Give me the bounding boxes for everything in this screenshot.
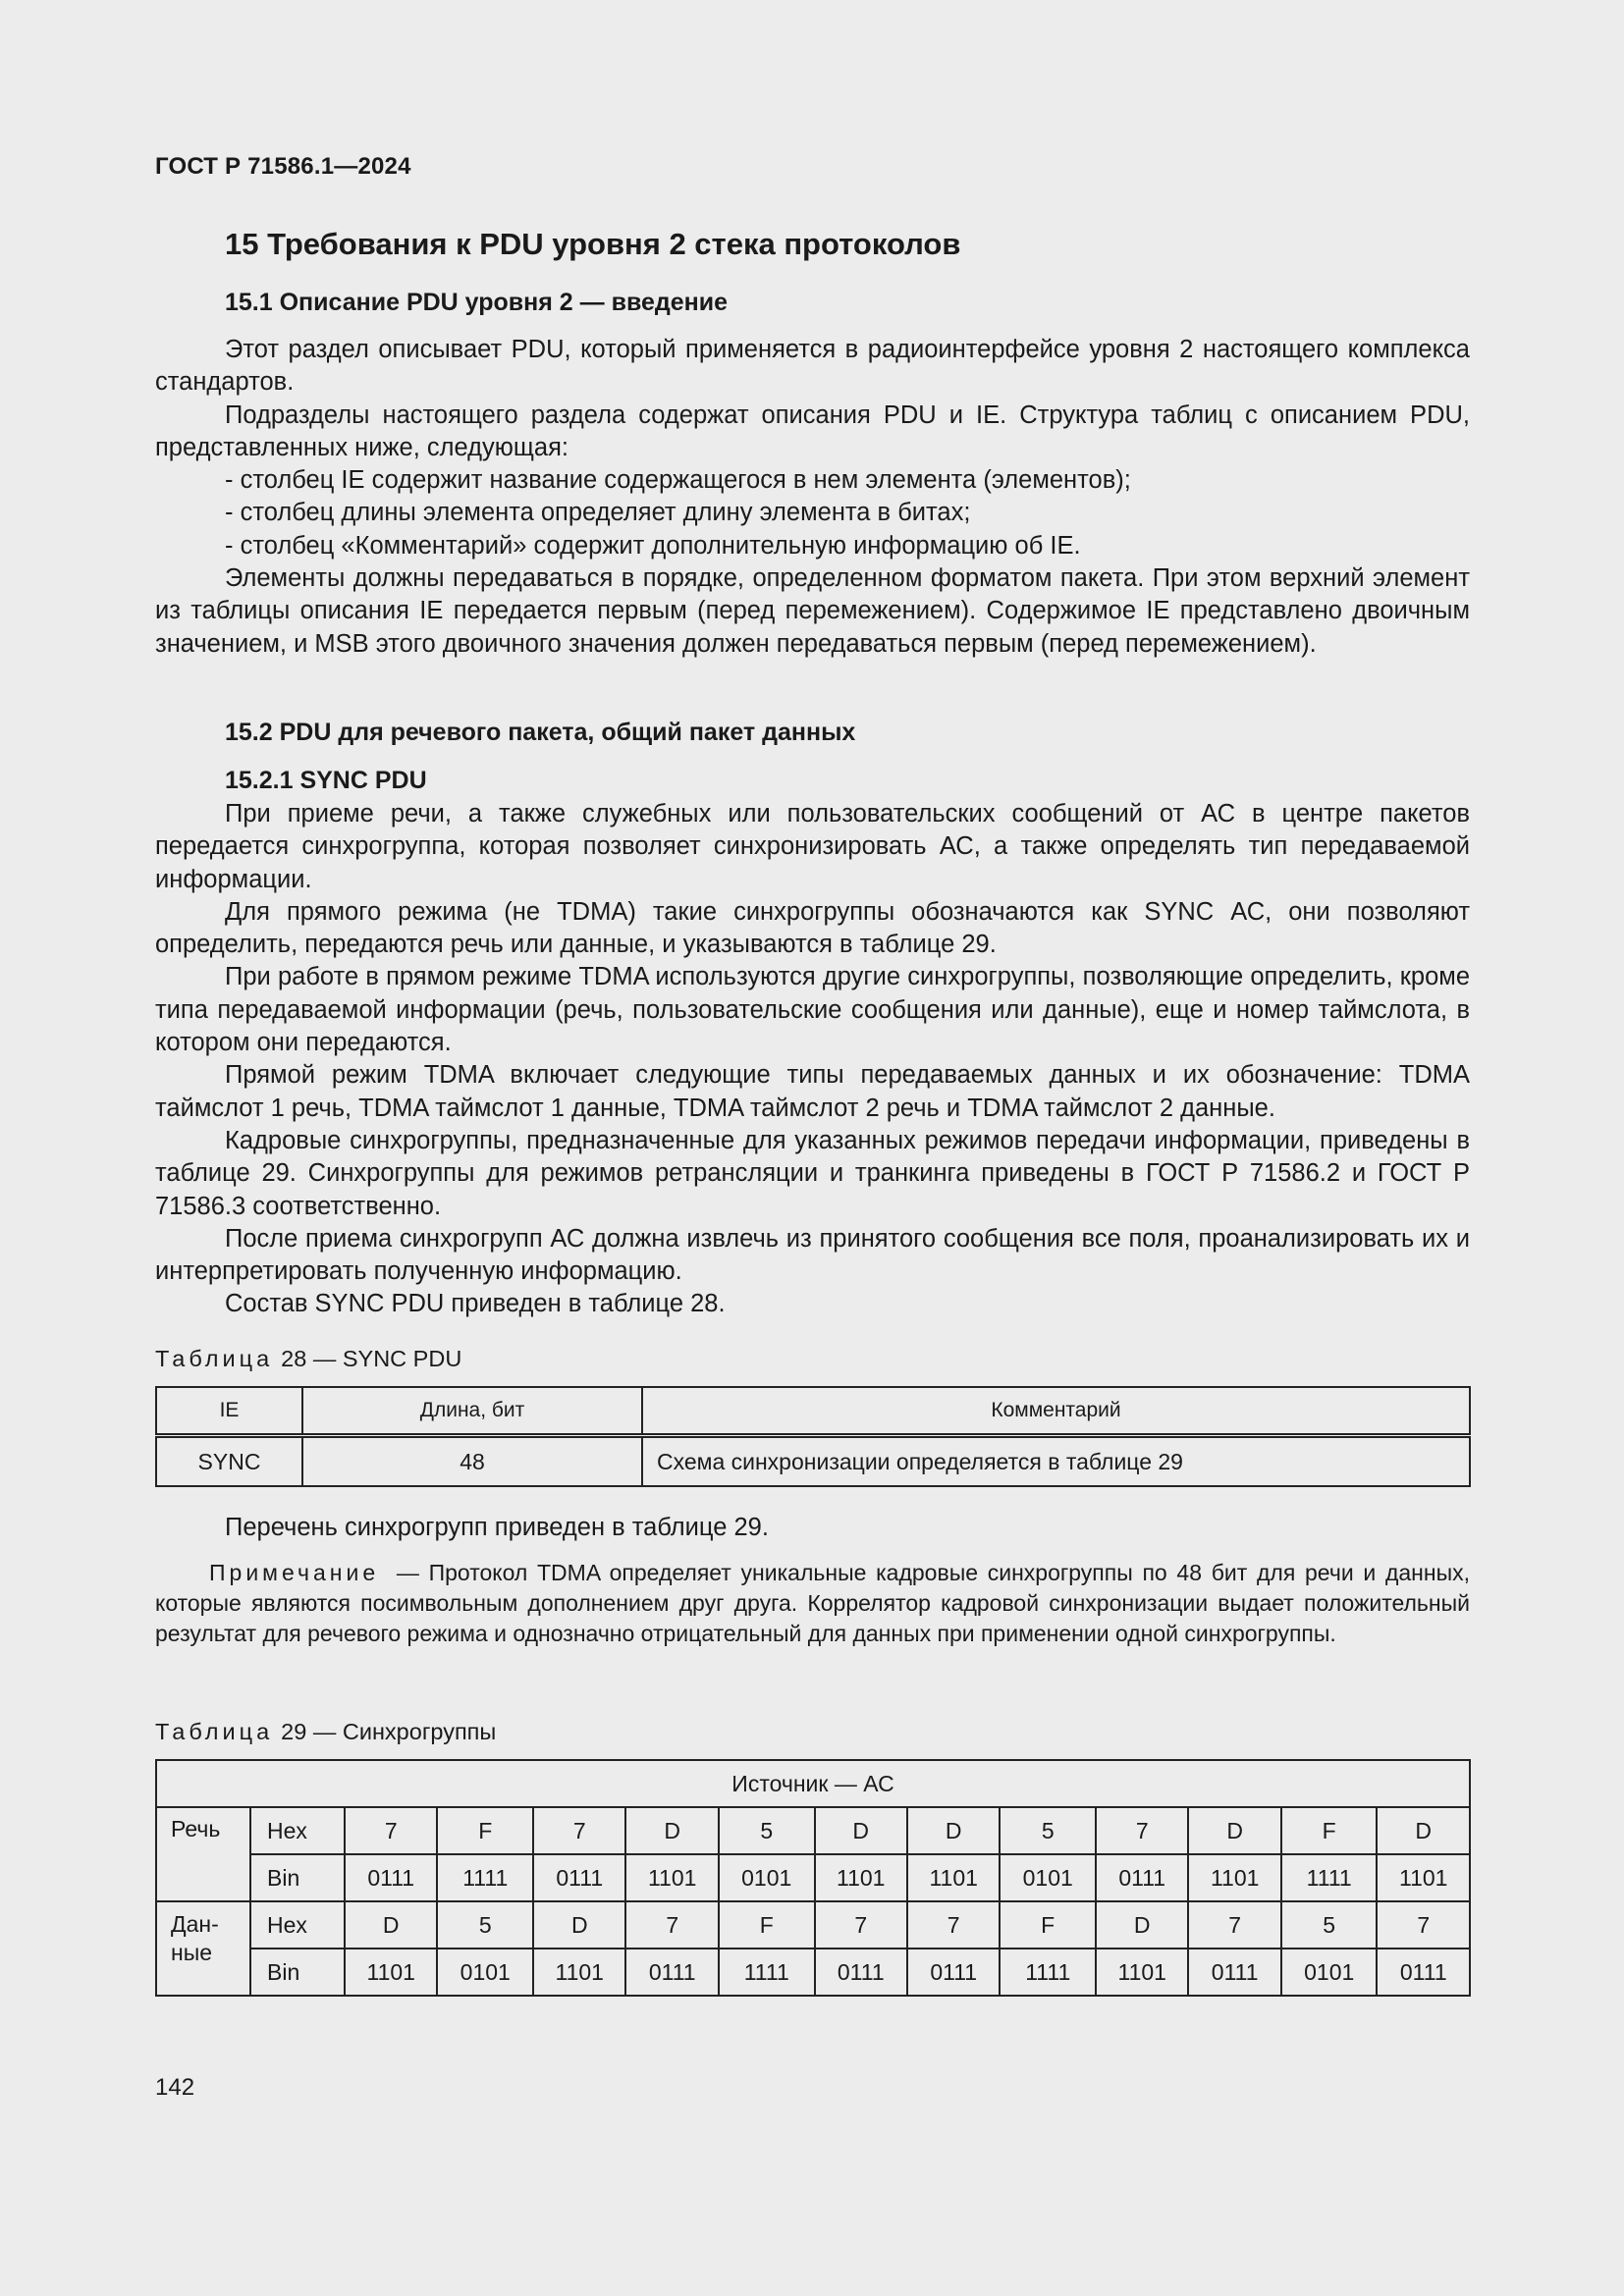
table-cell: 7 — [1188, 1901, 1280, 1949]
table-header-source: Источник — АС — [156, 1760, 1470, 1807]
note — [155, 1558, 1470, 1649]
table-cell: 5 — [719, 1807, 815, 1854]
table-cell: 1111 — [437, 1854, 533, 1901]
table-caption-text: 29 — Синхрогруппы — [281, 1719, 497, 1744]
table-cell: 48 — [302, 1436, 642, 1487]
paragraph: Прямой режим TDMA включает следующие типы передаваемых данных и их обозначение: TDMA таймслот 1 речь, TDMA таймслот 1 данные, TDMA таймслот 2 речь и TDMA таймслот 2 данные. — [155, 1061, 1470, 1122]
table-cell: 1101 — [625, 1854, 718, 1901]
paragraph: Элементы должны передаваться в порядке, определенном форматом пакета. При этом верхний элемент из таблицы описания IE передается первым (перед перемежением). Содержимое IE представлено двоичным значением, и MSB этого двоичного значения должен передаваться первым (перед перемежением). — [155, 564, 1470, 658]
table-cell: 0111 — [1377, 1949, 1470, 1996]
table-row — [156, 1807, 1470, 1854]
list-item: - столбец длины элемента определяет длину элемента в битах; — [225, 499, 971, 527]
table-cell: F — [1281, 1807, 1378, 1854]
subsection-15-2-title: 15.2 PDU для речевого пакета, общий пакет данных — [225, 719, 856, 746]
paragraph: Подразделы настоящего раздела содержат описания PDU и IE. Структура таблиц с описанием PDU, представленных ниже, следующая: — [155, 400, 1470, 461]
table-cell: 1101 — [1377, 1854, 1470, 1901]
table-row — [156, 1854, 1470, 1901]
paragraph: Для прямого режима (не TDMA) такие синхрогруппы обозначаются как SYNC АС, они позволяют определить, передаются речь или данные, и указываются в таблице 29. — [155, 897, 1470, 959]
section-title: 15 Требования к PDU уровня 2 стека протоколов — [225, 227, 961, 261]
table-cell: 0111 — [345, 1854, 437, 1901]
table-cell: 1101 — [1096, 1949, 1188, 1996]
table-cell: 5 — [437, 1901, 533, 1949]
list-item: - столбец IE содержит название содержащегося в нем элемента (элементов); — [225, 466, 1131, 495]
table-cell: D — [1377, 1807, 1470, 1854]
table-cell: 0111 — [625, 1949, 718, 1996]
table-header-length: Длина, бит — [302, 1387, 642, 1436]
table-cell: 7 — [907, 1901, 1000, 1949]
table-cell: D — [1188, 1807, 1280, 1854]
table-28 — [155, 1386, 1471, 1487]
table-cell: D — [625, 1807, 718, 1854]
after-table-28-text — [155, 1512, 1470, 1544]
table-cell: 7 — [625, 1901, 718, 1949]
table-cell: D — [533, 1901, 625, 1949]
table-row — [156, 1436, 1470, 1487]
subsection-15-1-title: 15.1 Описание PDU уровня 2 — введение — [225, 289, 729, 316]
table-cell: 0101 — [719, 1854, 815, 1901]
row-group-speech: Речь — [156, 1807, 250, 1901]
page-number: 142 — [155, 2074, 195, 2101]
table-29-caption — [155, 1719, 496, 1745]
row-group-data: Дан-ные — [156, 1901, 250, 1996]
table-cell: 0111 — [815, 1949, 907, 1996]
table-cell: 7 — [815, 1901, 907, 1949]
table-cell: 5 — [1000, 1807, 1096, 1854]
table-cell: F — [1000, 1901, 1096, 1949]
table-cell: 1101 — [815, 1854, 907, 1901]
paragraph: Кадровые синхрогруппы, предназначенные для указанных режимов передачи информации, приведены в таблице 29. Синхрогруппы для режимов ретрансляции и транкинга приведены в ГОСТ Р 71586.2 и ГОСТ Р 71586.3 соответственно. — [155, 1126, 1470, 1220]
table-caption-word: Таблица — [155, 1719, 274, 1744]
subsection-15-2-1-body — [155, 798, 1470, 1321]
table-cell: 7 — [345, 1807, 437, 1854]
table-cell: 1111 — [1000, 1949, 1096, 1996]
table-caption-word: Таблица — [155, 1346, 274, 1371]
note-text: — Протокол TDMA определяет уникальные кадровые синхрогруппы по 48 бит для речи и данных, которые являются посимвольным дополнением друг друга. Коррелятор кадровой синхронизации выдает положительный результат для речевого режима и однозначно отрицательный для данных при применении одной синхрогруппы. — [155, 1560, 1470, 1646]
table-cell: 1101 — [533, 1949, 625, 1996]
paragraph: После приема синхрогрупп АС должна извлечь из принятого сообщения все поля, проанализировать их и интерпретировать полученную информацию. — [155, 1224, 1470, 1286]
table-cell: 7 — [1096, 1807, 1188, 1854]
table-cell: 1101 — [345, 1949, 437, 1996]
table-header-ie: IE — [156, 1387, 302, 1436]
paragraph: При работе в прямом режиме TDMA используются другие синхрогруппы, позволяющие определить, кроме типа передаваемой информации (речь, пользовательские сообщения или данные), еще и номер таймслота, в котором они передаются. — [155, 963, 1470, 1057]
table-cell: 0111 — [1188, 1949, 1280, 1996]
table-row — [156, 1949, 1470, 1996]
table-cell: D — [1096, 1901, 1188, 1949]
table-cell: 1101 — [907, 1854, 1000, 1901]
row-label-hex: Hex — [250, 1807, 345, 1854]
table-cell: D — [815, 1807, 907, 1854]
table-cell: Схема синхронизации определяется в таблице 29 — [642, 1436, 1470, 1487]
row-label-bin: Bin — [250, 1949, 345, 1996]
table-28-caption — [155, 1346, 461, 1372]
table-cell: F — [437, 1807, 533, 1854]
table-cell: D — [345, 1901, 437, 1949]
paragraph: При приеме речи, а также служебных или пользовательских сообщений от АС в центре пакетов передается синхрогруппа, которая позволяет синхронизировать АС, а также определять тип передаваемой информации. — [155, 800, 1470, 893]
table-29 — [155, 1759, 1471, 1997]
list-item: - столбец «Комментарий» содержит дополнительную информацию об IE. — [225, 531, 1081, 560]
table-cell: 0111 — [533, 1854, 625, 1901]
table-header-comment: Комментарий — [642, 1387, 1470, 1436]
subsection-15-1-body — [155, 334, 1470, 661]
paragraph: Состав SYNC PDU приведен в таблице 28. — [225, 1290, 726, 1318]
table-cell: 1111 — [1281, 1854, 1378, 1901]
table-cell: 0101 — [1000, 1854, 1096, 1901]
row-label-hex: Hex — [250, 1901, 345, 1949]
table-cell: D — [907, 1807, 1000, 1854]
table-cell: F — [719, 1901, 815, 1949]
table-row — [156, 1901, 1470, 1949]
table-caption-text: 28 — SYNC PDU — [281, 1346, 462, 1371]
paragraph: Этот раздел описывает PDU, который применяется в радиоинтерфейсе уровня 2 настоящего комплекса стандартов. — [155, 336, 1470, 397]
row-label-bin: Bin — [250, 1854, 345, 1901]
table-cell: 0111 — [1096, 1854, 1188, 1901]
table-cell: 5 — [1281, 1901, 1378, 1949]
table-cell: 7 — [1377, 1901, 1470, 1949]
subsection-15-2-1-title: 15.2.1 SYNC PDU — [225, 767, 427, 794]
table-cell: 0101 — [437, 1949, 533, 1996]
table-cell: 7 — [533, 1807, 625, 1854]
table-cell: 1101 — [1188, 1854, 1280, 1901]
table-cell: 0111 — [907, 1949, 1000, 1996]
table-cell: SYNC — [156, 1436, 302, 1487]
table-cell: 1111 — [719, 1949, 815, 1996]
document-code-header: ГОСТ Р 71586.1—2024 — [155, 153, 411, 180]
table-cell: 0101 — [1281, 1949, 1378, 1996]
note-label: Примечание — [209, 1560, 380, 1585]
paragraph: Перечень синхрогрупп приведен в таблице 29. — [225, 1514, 769, 1541]
